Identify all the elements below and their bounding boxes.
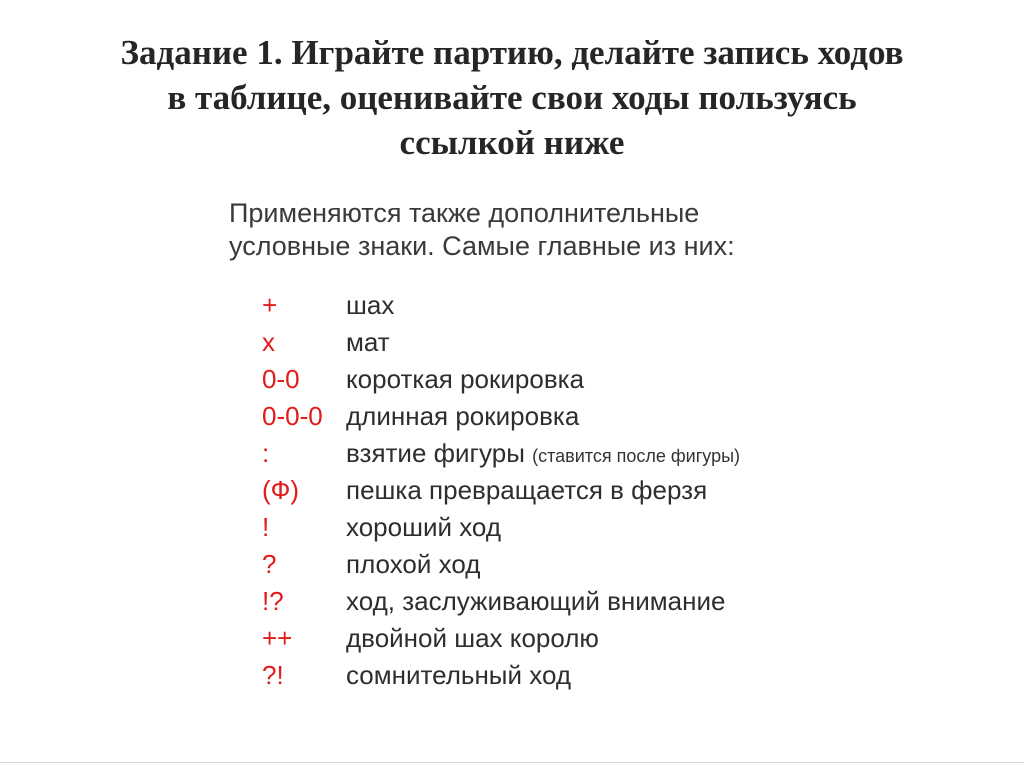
slide-title [40, 30, 984, 165]
legend-meaning: плохой ход [346, 549, 481, 579]
legend-row [262, 620, 962, 657]
intro-line: условные знаки. Самые главные из них: [229, 231, 735, 261]
legend-row [262, 472, 962, 509]
legend-symbol: ! [262, 512, 270, 542]
legend-symbol: x [262, 327, 275, 357]
legend-meaning: двойной шах королю [346, 623, 599, 653]
legend-meaning: короткая рокировка [346, 364, 585, 394]
legend-meaning: ход, заслуживающий внимание [346, 586, 726, 616]
legend-symbol: 0-0-0 [262, 401, 323, 431]
legend-meaning: мат [346, 327, 390, 357]
intro-text [229, 197, 929, 263]
legend-meaning: сомнительный ход [346, 660, 571, 690]
legend-meaning [346, 438, 740, 469]
legend-symbol: : [262, 438, 270, 468]
legend-symbol: !? [262, 586, 284, 616]
title-line: Задание 1. Играйте партию, делайте запись ходов [120, 33, 904, 72]
legend-meaning: шах [346, 290, 395, 320]
legend-row [262, 583, 962, 620]
legend-row [262, 361, 962, 398]
legend-row [262, 324, 962, 361]
legend-symbol: 0-0 [262, 364, 300, 394]
legend-row [262, 287, 962, 324]
legend-meaning: пешка превращается в ферзя [346, 475, 708, 505]
legend-meaning: хороший ход [346, 512, 501, 542]
legend-symbol: ++ [262, 623, 293, 653]
legend-note: (ставится после фигуры) [532, 446, 741, 466]
title-line: в таблице, оценивайте свои ходы пользуясь [167, 78, 857, 117]
legend-symbol: ? [262, 549, 277, 579]
legend-row [262, 546, 962, 583]
title-line: ссылкой ниже [399, 123, 625, 162]
legend-row [262, 435, 962, 472]
legend-meaning-text: взятие фигуры [346, 438, 525, 468]
legend-symbol: (Ф) [262, 475, 300, 505]
legend-row [262, 657, 962, 694]
legend-row [262, 509, 962, 546]
legend-meaning: длинная рокировка [346, 401, 580, 431]
legend-row [262, 398, 962, 435]
notation-legend [262, 287, 962, 694]
legend-symbol: ?! [262, 660, 284, 690]
intro-line: Применяются также дополнительные [229, 198, 700, 228]
legend-symbol: + [262, 290, 278, 320]
slide-bottom-divider [0, 762, 1024, 763]
